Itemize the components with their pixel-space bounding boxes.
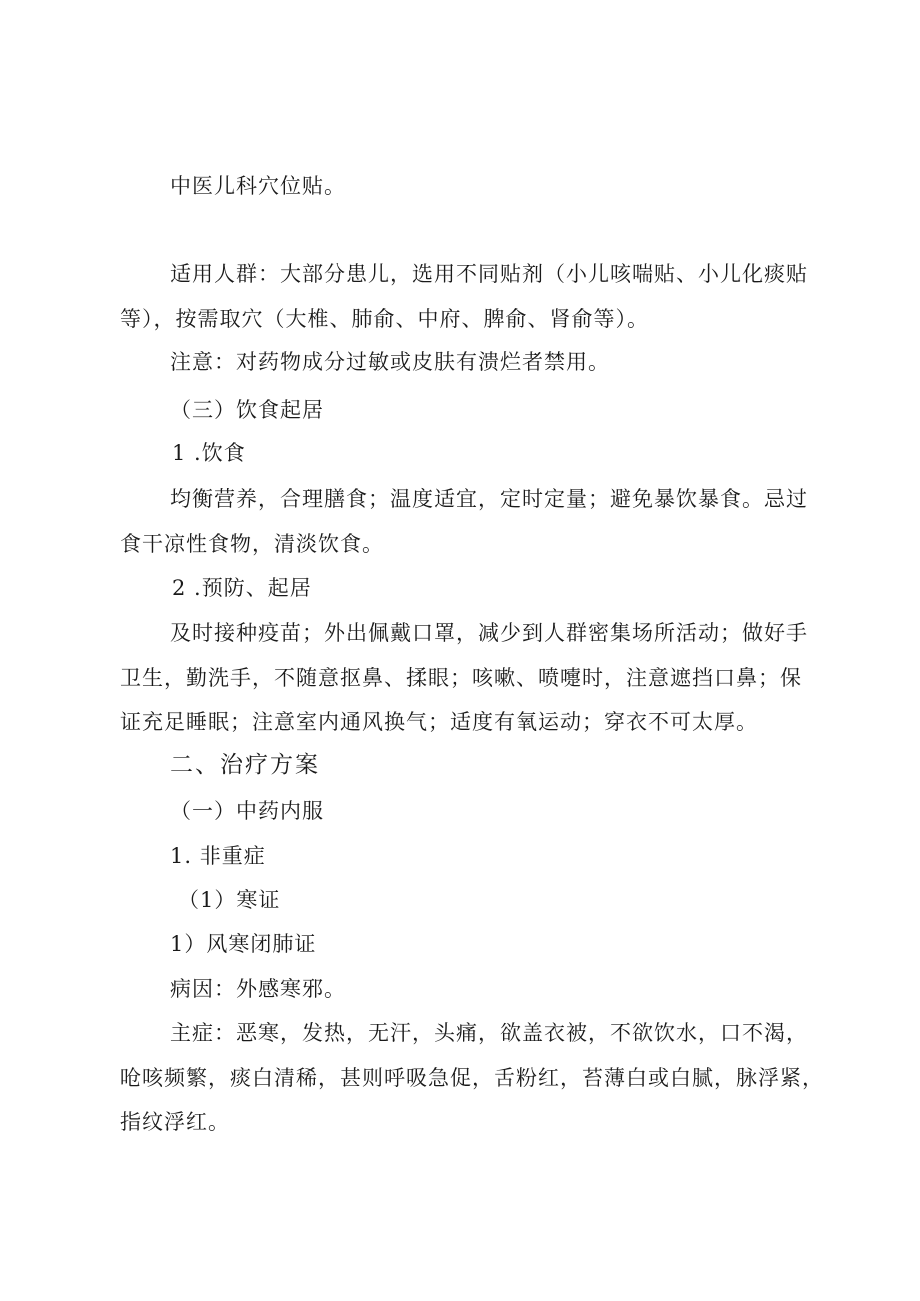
subheading-cold-syndrome: （1）寒证 xyxy=(178,888,281,912)
text-line-symptoms-2: 呛咳频繁，痰白清稀，甚则呼吸急促，舌粉红，苔薄白或白腻，脉浮紧， xyxy=(120,1066,824,1090)
text-line-caution: 注意：对药物成分过敏或皮肤有溃烂者禁用。 xyxy=(170,350,610,374)
text-line-applicable-1: 适用人群：大部分患儿，选用不同贴剂（小儿咳喘贴、小儿化痰贴 xyxy=(170,262,808,286)
text-line-cause: 病因：外感寒邪。 xyxy=(170,977,346,1001)
text-line-prevention-1: 及时接种疫苗；外出佩戴口罩，减少到人群密集场所活动；做好手 xyxy=(170,621,808,645)
section-heading-diet-living: （三）饮食起居 xyxy=(170,398,324,422)
text-line-applicable-2: 等），按需取穴（大椎、肺俞、中府、脾俞、肾俞等）。 xyxy=(120,307,649,331)
text-line-diet-1: 均衡营养，合理膳食；温度适宜，定时定量；避免暴饮暴食。忌过 xyxy=(170,487,808,511)
section-heading-treatment: 二、治疗方案 xyxy=(170,752,320,778)
text-line-prevention-3: 证充足睡眠；注意室内通风换气；适度有氧运动；穿衣不可太厚。 xyxy=(120,710,758,734)
subheading-prevention: 2 .预防、起居 xyxy=(172,576,312,600)
text-line-prevention-2: 卫生，勤洗手，不随意抠鼻、揉眼；咳嗽、喷嚏时，注意遮挡口鼻；保 xyxy=(120,666,802,690)
text-line-diet-2: 食干凉性食物，清淡饮食。 xyxy=(120,532,384,556)
subheading-diet: 1 .饮食 xyxy=(172,441,246,465)
text-line-intro: 中医儿科穴位贴。 xyxy=(170,174,346,198)
subheading-non-severe: 1. 非重症 xyxy=(170,844,266,868)
text-line-symptoms-3: 指纹浮红。 xyxy=(120,1110,230,1134)
text-line-symptoms-1: 主症：恶寒，发热，无汗，头痛，欲盖衣被，不欲饮水，口不渴， xyxy=(170,1021,808,1045)
subheading-wind-cold: 1）风寒闭肺证 xyxy=(170,932,317,956)
subheading-oral-medicine: （一）中药内服 xyxy=(170,799,324,823)
